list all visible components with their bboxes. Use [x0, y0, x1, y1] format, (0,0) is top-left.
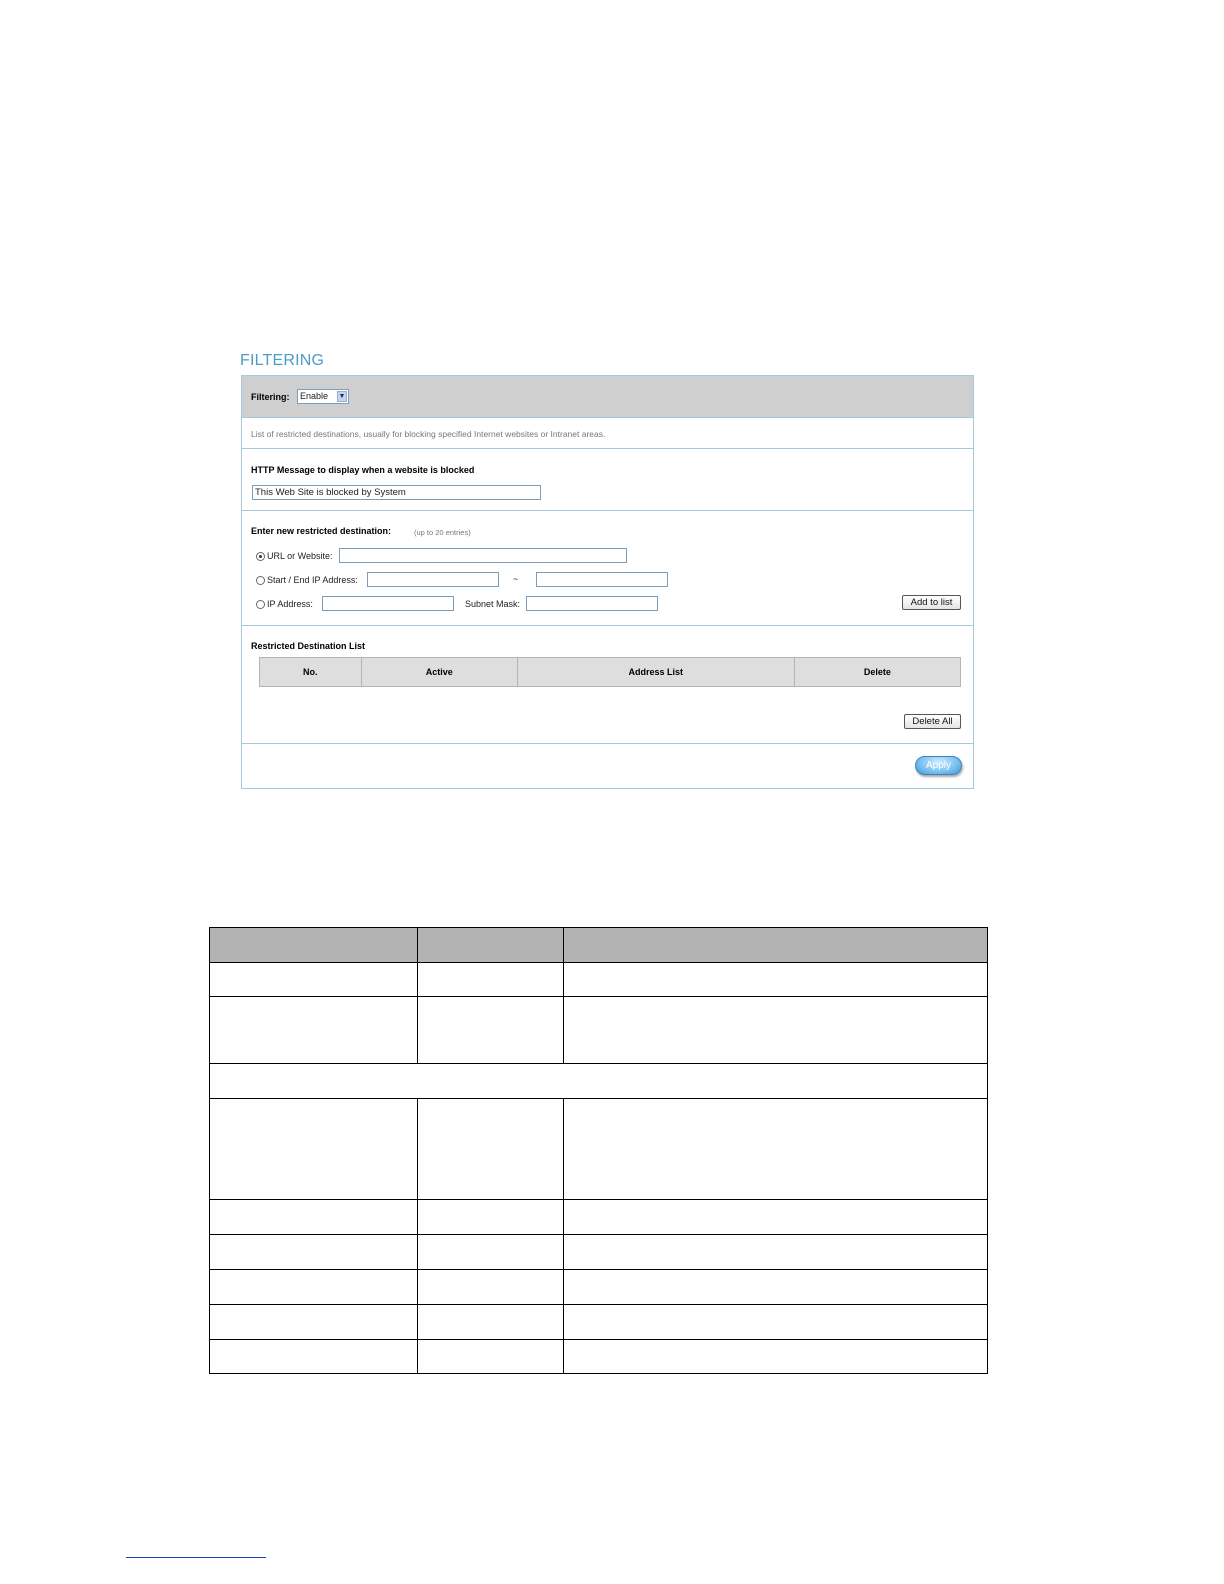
- subnet-mask-field[interactable]: [526, 596, 658, 611]
- table-row: [210, 997, 988, 1064]
- new-destination-label: Enter new restricted destination:: [251, 526, 392, 536]
- ip-range-radio[interactable]: [256, 576, 265, 585]
- restricted-list-label: Restricted Destination List: [251, 641, 366, 651]
- range-separator: ~: [513, 574, 519, 584]
- table-cell: [564, 1099, 988, 1200]
- table-cell: [210, 1270, 418, 1305]
- table-cell: [564, 1270, 988, 1305]
- header-cell: [210, 928, 418, 963]
- restricted-list-table: [259, 657, 961, 687]
- page-title: FILTERING: [240, 352, 325, 369]
- subnet-mask-label: Subnet Mask:: [465, 599, 521, 609]
- http-message-section: [242, 449, 973, 511]
- table-header-row: [210, 928, 988, 963]
- table-row: [210, 1099, 988, 1200]
- table-cell: [564, 1340, 988, 1374]
- table-cell: [418, 997, 564, 1064]
- table-cell: [210, 1200, 418, 1235]
- column-address-list: Address List: [517, 658, 794, 687]
- table-row: [210, 963, 988, 997]
- filtering-toggle-section: [242, 376, 973, 418]
- filtering-select[interactable]: [297, 389, 349, 404]
- entries-hint: (up to 20 entries): [414, 528, 471, 537]
- apply-button[interactable]: Apply: [915, 756, 962, 775]
- filtering-panel: [241, 375, 974, 789]
- table-cell: [418, 1340, 564, 1374]
- table-cell: [210, 1235, 418, 1270]
- table-cell: [564, 1200, 988, 1235]
- description-text: List of restricted destinations, usually for blocking specified Internet websites or Intranet areas.: [251, 429, 606, 439]
- column-delete: Delete: [794, 658, 960, 687]
- http-message-label: HTTP Message to display when a website is blocked: [251, 465, 475, 475]
- table-row: [210, 1340, 988, 1374]
- ip-address-field[interactable]: [322, 596, 454, 611]
- ip-address-radio[interactable]: [256, 600, 265, 609]
- column-active: Active: [361, 658, 517, 687]
- table-cell: [564, 963, 988, 997]
- table-cell: [210, 963, 418, 997]
- restricted-list-section: [242, 626, 973, 744]
- table-cell: [418, 1270, 564, 1305]
- table-cell: [418, 1235, 564, 1270]
- table-row: [210, 1235, 988, 1270]
- column-no: No.: [260, 658, 362, 687]
- description-section: [242, 418, 973, 449]
- filtering-label: Filtering:: [251, 392, 290, 402]
- table-cell: [564, 1305, 988, 1340]
- url-label: URL or Website:: [267, 551, 333, 561]
- ip-address-label: IP Address:: [267, 599, 313, 609]
- new-destination-section: [242, 511, 973, 626]
- http-message-field[interactable]: This Web Site is blocked by System: [252, 485, 541, 500]
- table-row: [210, 1270, 988, 1305]
- table-cell: [210, 1099, 418, 1200]
- table-cell: [210, 1305, 418, 1340]
- ip-range-label: Start / End IP Address:: [267, 575, 358, 585]
- header-cell: [418, 928, 564, 963]
- document-table: [209, 927, 988, 1374]
- table-cell: [418, 1305, 564, 1340]
- apply-section: [242, 744, 973, 788]
- filtering-select-value: Enable: [300, 391, 329, 401]
- url-radio[interactable]: [256, 552, 265, 561]
- table-section-row: [210, 1064, 988, 1099]
- header-cell: [564, 928, 988, 963]
- end-ip-field[interactable]: [536, 572, 668, 587]
- table-cell: [418, 1099, 564, 1200]
- table-cell: [564, 997, 988, 1064]
- table-cell: [418, 963, 564, 997]
- table-row: [210, 1200, 988, 1235]
- table-cell: [564, 1235, 988, 1270]
- url-field[interactable]: [339, 548, 627, 563]
- table-cell: [418, 1200, 564, 1235]
- footer-divider: [126, 1557, 266, 1558]
- table-row: [210, 1305, 988, 1340]
- delete-all-button[interactable]: Delete All: [904, 714, 961, 729]
- start-ip-field[interactable]: [367, 572, 499, 587]
- add-to-list-button[interactable]: Add to list: [902, 595, 961, 610]
- table-cell: [210, 997, 418, 1064]
- chevron-down-icon[interactable]: ▼: [338, 393, 346, 400]
- table-cell: [210, 1340, 418, 1374]
- table-span-cell: [210, 1064, 988, 1099]
